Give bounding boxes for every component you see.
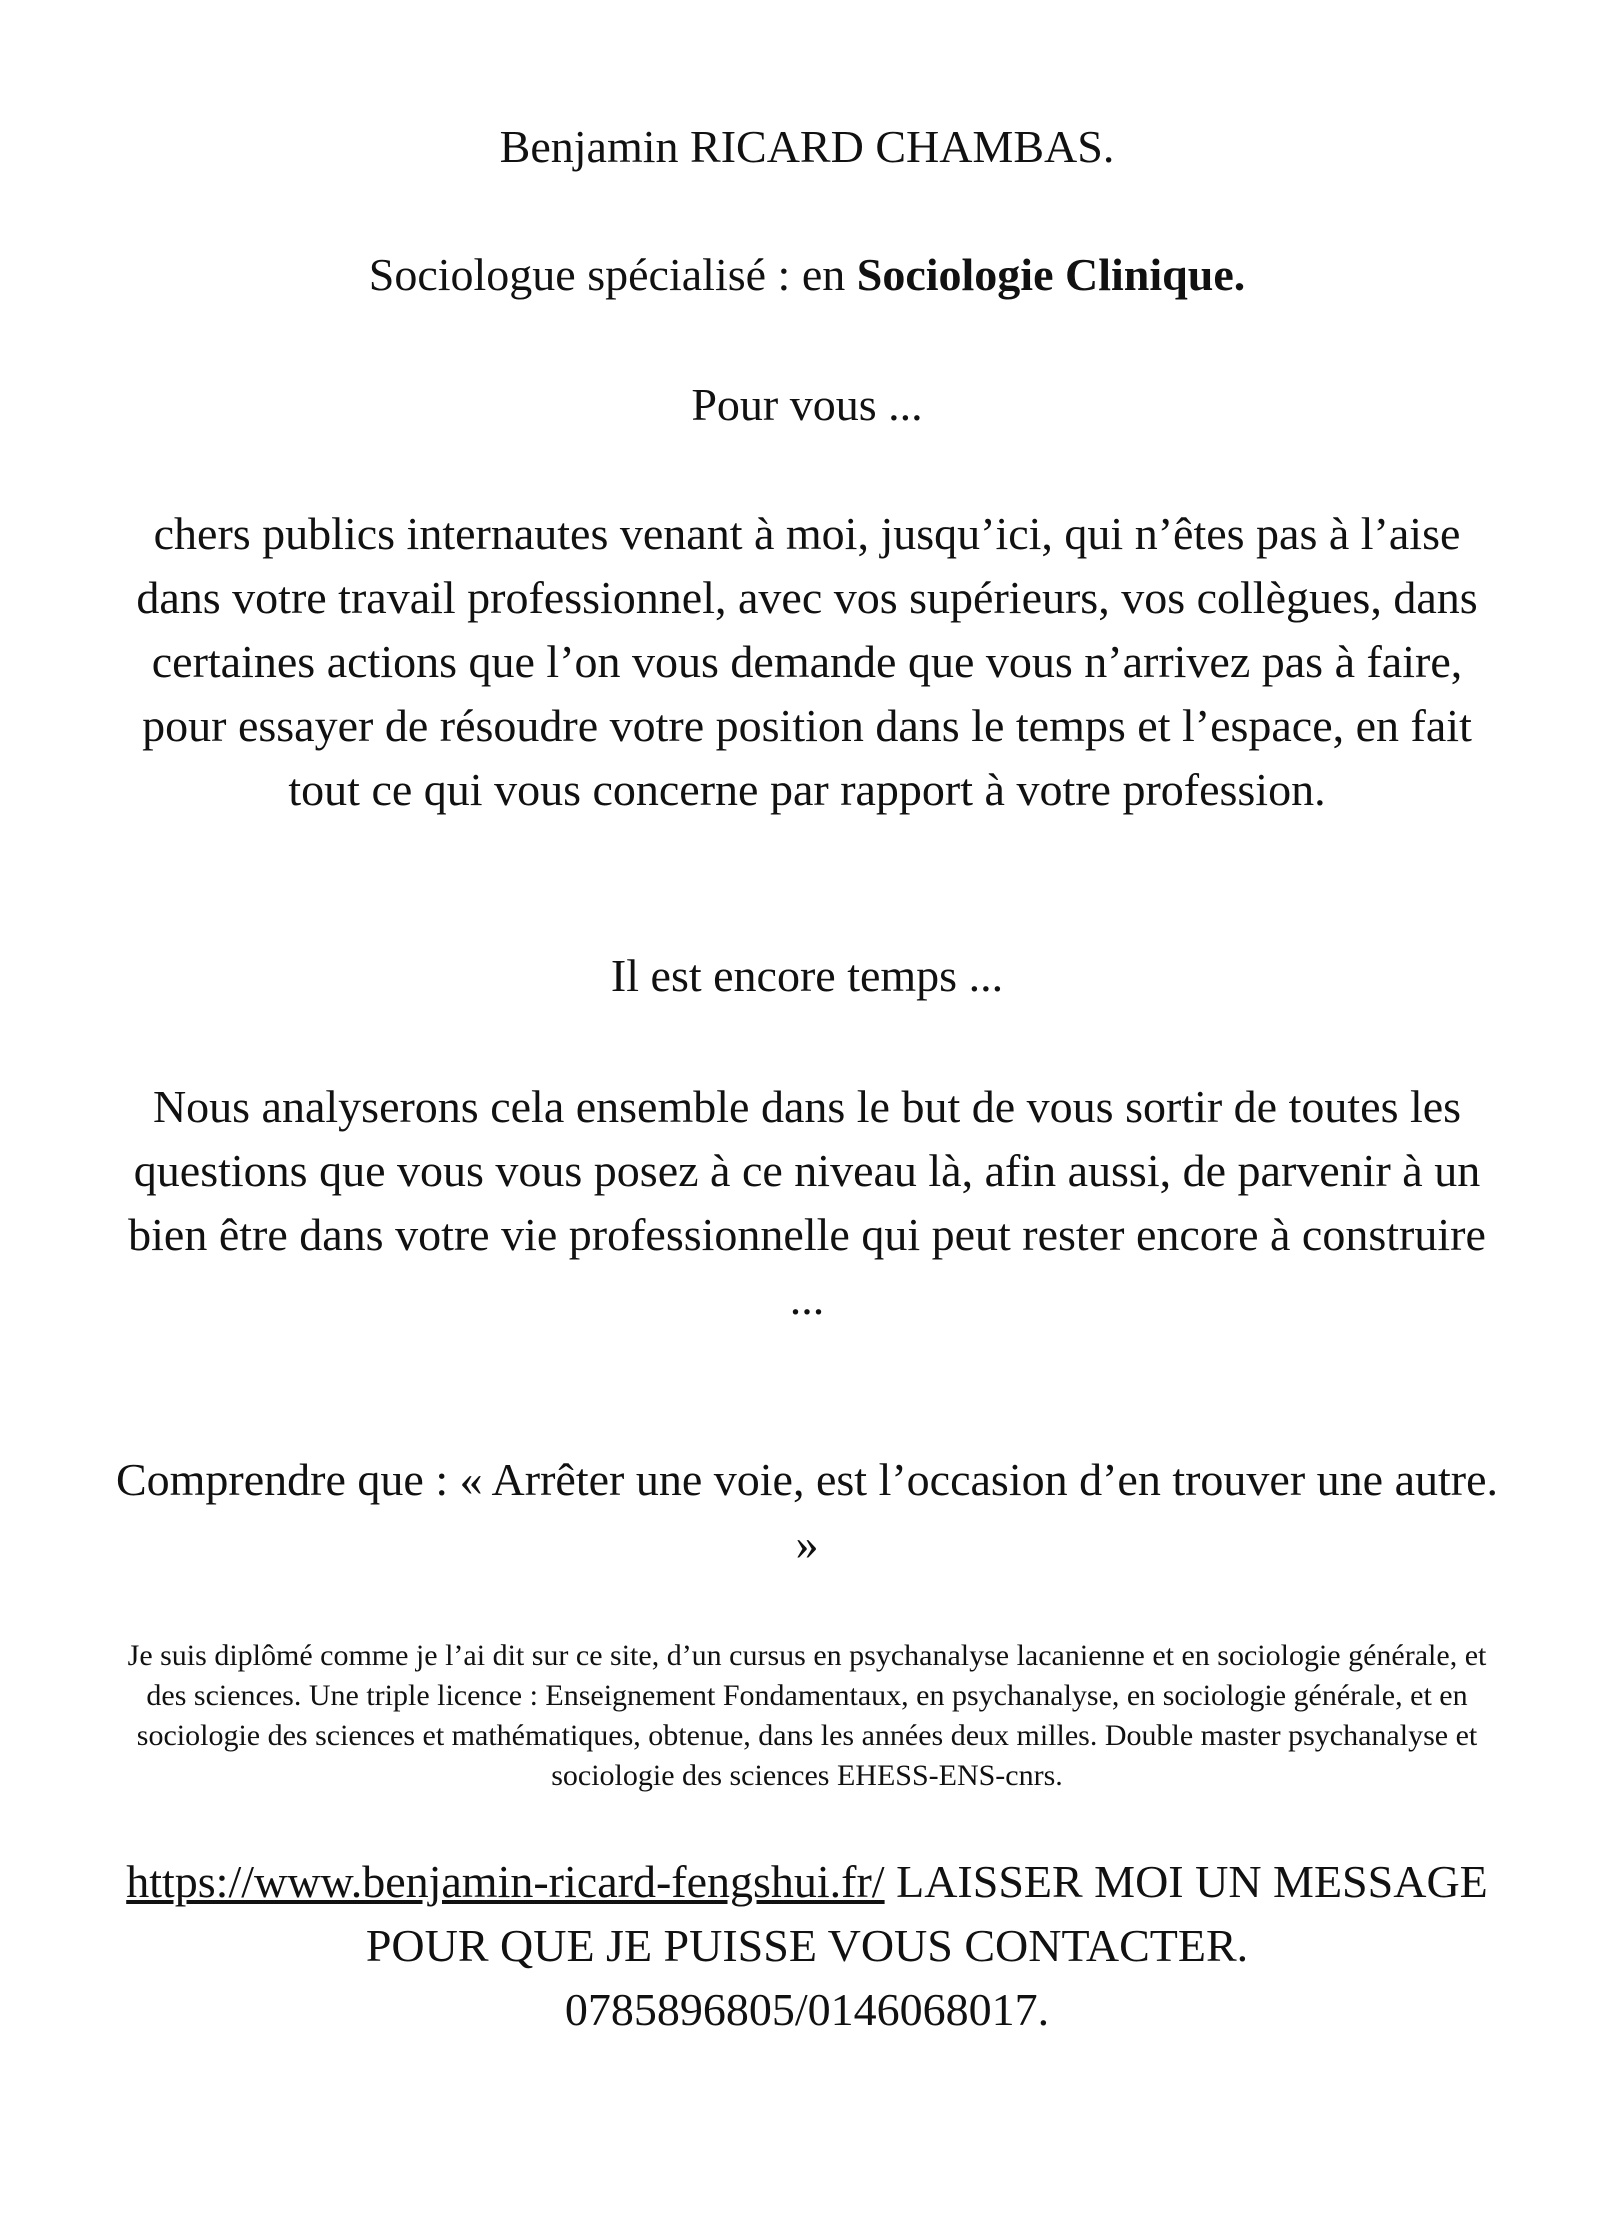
author-name: Benjamin RICARD CHAMBAS. bbox=[499, 121, 1115, 172]
quote-paragraph: Comprendre que : « Arrêter une voie, est l’occasion d’en trouver une autre. » bbox=[115, 1454, 1499, 1569]
phone-numbers: 0785896805/0146068017. bbox=[564, 1984, 1050, 2035]
encore-temps-line: Il est encore temps ... bbox=[610, 950, 1004, 1001]
specialty-prefix: Sociologue spécialisé : en bbox=[368, 249, 857, 300]
contact-message: LAISSER MOI UN MESSAGE POUR QUE JE PUISSE VOUS CONTACTER. bbox=[365, 1856, 1488, 1971]
author-specialty bbox=[110, 246, 1504, 304]
website-link[interactable]: https://www.benjamin-ricard-fengshui.fr/ bbox=[126, 1856, 885, 1907]
analyse-paragraph: Nous analyserons cela ensemble dans le but de vous sortir de toutes les questions que vous vous posez à ce niveau là, afin aussi, de parvenir à un bien être dans votre vie professionnelle qui peut rester encore à construire ... bbox=[128, 1081, 1486, 1324]
specialty-highlight: Sociologie Clinique. bbox=[856, 249, 1246, 300]
pour-vous-heading: Pour vous ... bbox=[691, 379, 923, 430]
intro-paragraph: chers publics internautes venant à moi, jusqu’ici, qui n’êtes pas à l’aise dans votre travail professionnel, avec vos supérieurs, vos collègues, dans certaines actions que l’on vous demande que vous n’arrivez pas à faire, pour essayer de résoudre votre position dans le temps et l’espace, en fait tout ce qui vous concerne par rapport à votre profession. bbox=[136, 508, 1478, 815]
diploma-paragraph: Je suis diplômé comme je l’ai dit sur ce site, d’un cursus en psychanalyse lacanienne et en sociologie générale, et des sciences. Une triple licence : Enseignement Fondamentaux, en psychanalyse, en sociologie générale, et en sociologie des sciences et mathématiques, obtenue, dans les années deux milles. Double master psychanalyse et sociologie des sciences EHESS-ENS-cnrs. bbox=[127, 1639, 1487, 1792]
contact-paragraph bbox=[110, 1850, 1504, 2042]
